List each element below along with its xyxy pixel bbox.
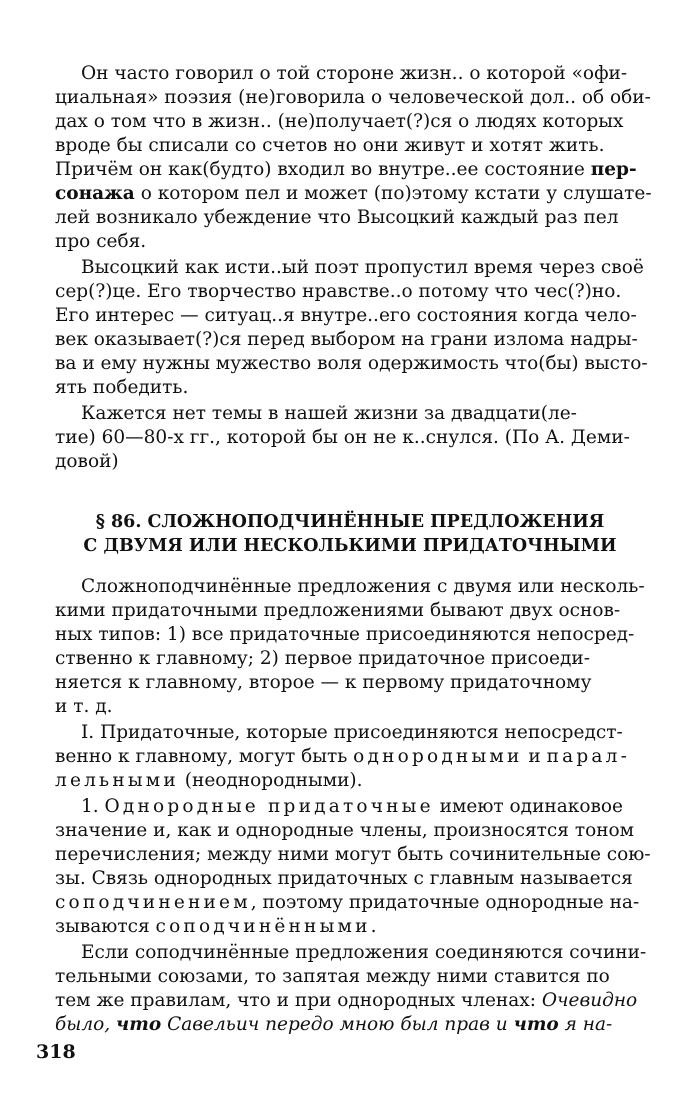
text-line: было, что Савельич передо мною был прав и что я на- xyxy=(55,1014,613,1035)
text-line: Сложноподчинённые предложения с двумя или несколь- xyxy=(81,576,645,597)
text-line: значение и, как и однородные члены, произносятся тоном xyxy=(55,820,635,841)
text-line: няется к главному, второе — к первому придаточному xyxy=(55,672,592,693)
text-line: перечисления; между ними могут быть сочинительные сою- xyxy=(55,844,651,865)
text-line: тельными союзами, то запятая между ними ставится по xyxy=(55,966,610,987)
text-line: зы. Связь однородных придаточных с главным называется xyxy=(55,868,633,889)
text-line: ять победить. xyxy=(55,377,189,398)
text-line: 1. Однородные придаточные имеют одинаковое xyxy=(81,796,623,817)
text-line: тем же правилам, что и при однородных членах: Очевидно xyxy=(55,990,638,1011)
text-line: соподчинением, поэтому придаточные однородные на- xyxy=(55,892,640,913)
text-line: Кажется нет темы в нашей жизни за двадцати(ле- xyxy=(81,403,577,424)
text-line: довой) xyxy=(55,451,119,472)
text-line: век оказывает(?)ся перед выбором на грани излома надры- xyxy=(55,329,638,350)
text-line: ных типов: 1) все придаточные присоединяются непосред- xyxy=(55,624,635,645)
text-line: Его интерес — ситуац..я внутре..его состояния когда чело- xyxy=(55,305,637,326)
text-line: вроде бы списали со счетов но они живут и хотят жить. xyxy=(55,135,605,156)
text-line: кими придаточными предложениями бывают двух основ- xyxy=(55,600,621,621)
text-line: венно к главному, могут быть однородными и парал- xyxy=(55,746,631,767)
text-line: и т. д. xyxy=(55,696,113,717)
heading-line: С ДВУМЯ ИЛИ НЕСКОЛЬКИМИ ПРИДАТОЧНЫМИ xyxy=(83,536,617,556)
text-line: лельными (неоднородными). xyxy=(55,770,363,791)
text-line: тие) 60—80-х гг., которой бы он не к..снулся. (По А. Деми- xyxy=(55,427,630,448)
text-line: Он часто говорил о той стороне жизн.. о которой «офи- xyxy=(81,63,628,84)
page-number: 318 xyxy=(36,1041,76,1063)
text-line: про себя. xyxy=(55,231,147,252)
text-line: циальная» поэзия (не)говорила о человеческой дол.. об оби- xyxy=(55,87,651,108)
heading-line: § 86. СЛОЖНОПОДЧИНЁННЫЕ ПРЕДЛОЖЕНИЯ xyxy=(95,512,605,532)
text-line: сер(?)це. Его творчество нравстве..о потому что чес(?)но. xyxy=(55,281,622,302)
text-line: сонажа о котором пел и может (по)этому кстати у слушате- xyxy=(55,183,652,204)
text-line: зываются соподчинёнными. xyxy=(55,916,377,937)
text-line: Если соподчинённые предложения соединяются сочини- xyxy=(81,942,647,963)
text-line: лей возникало убеждение что Высоцкий каждый раз пел xyxy=(55,207,619,228)
text-line: Причём он как(будто) входил во внутре..ее состояние пер- xyxy=(55,159,637,180)
text-line: ственно к главному; 2) первое придаточное присоеди- xyxy=(55,648,590,669)
text-line: I. Придаточные, которые присоединяются непосредст- xyxy=(81,722,623,743)
text-line: Высоцкий как исти..ый поэт пропустил время через своё xyxy=(81,257,644,278)
text-line: дах о том что в жизн.. (не)получает(?)ся о людях которых xyxy=(55,111,624,132)
text-line: ва и ему нужны мужество воля одержимость что(бы) высто- xyxy=(55,353,648,374)
